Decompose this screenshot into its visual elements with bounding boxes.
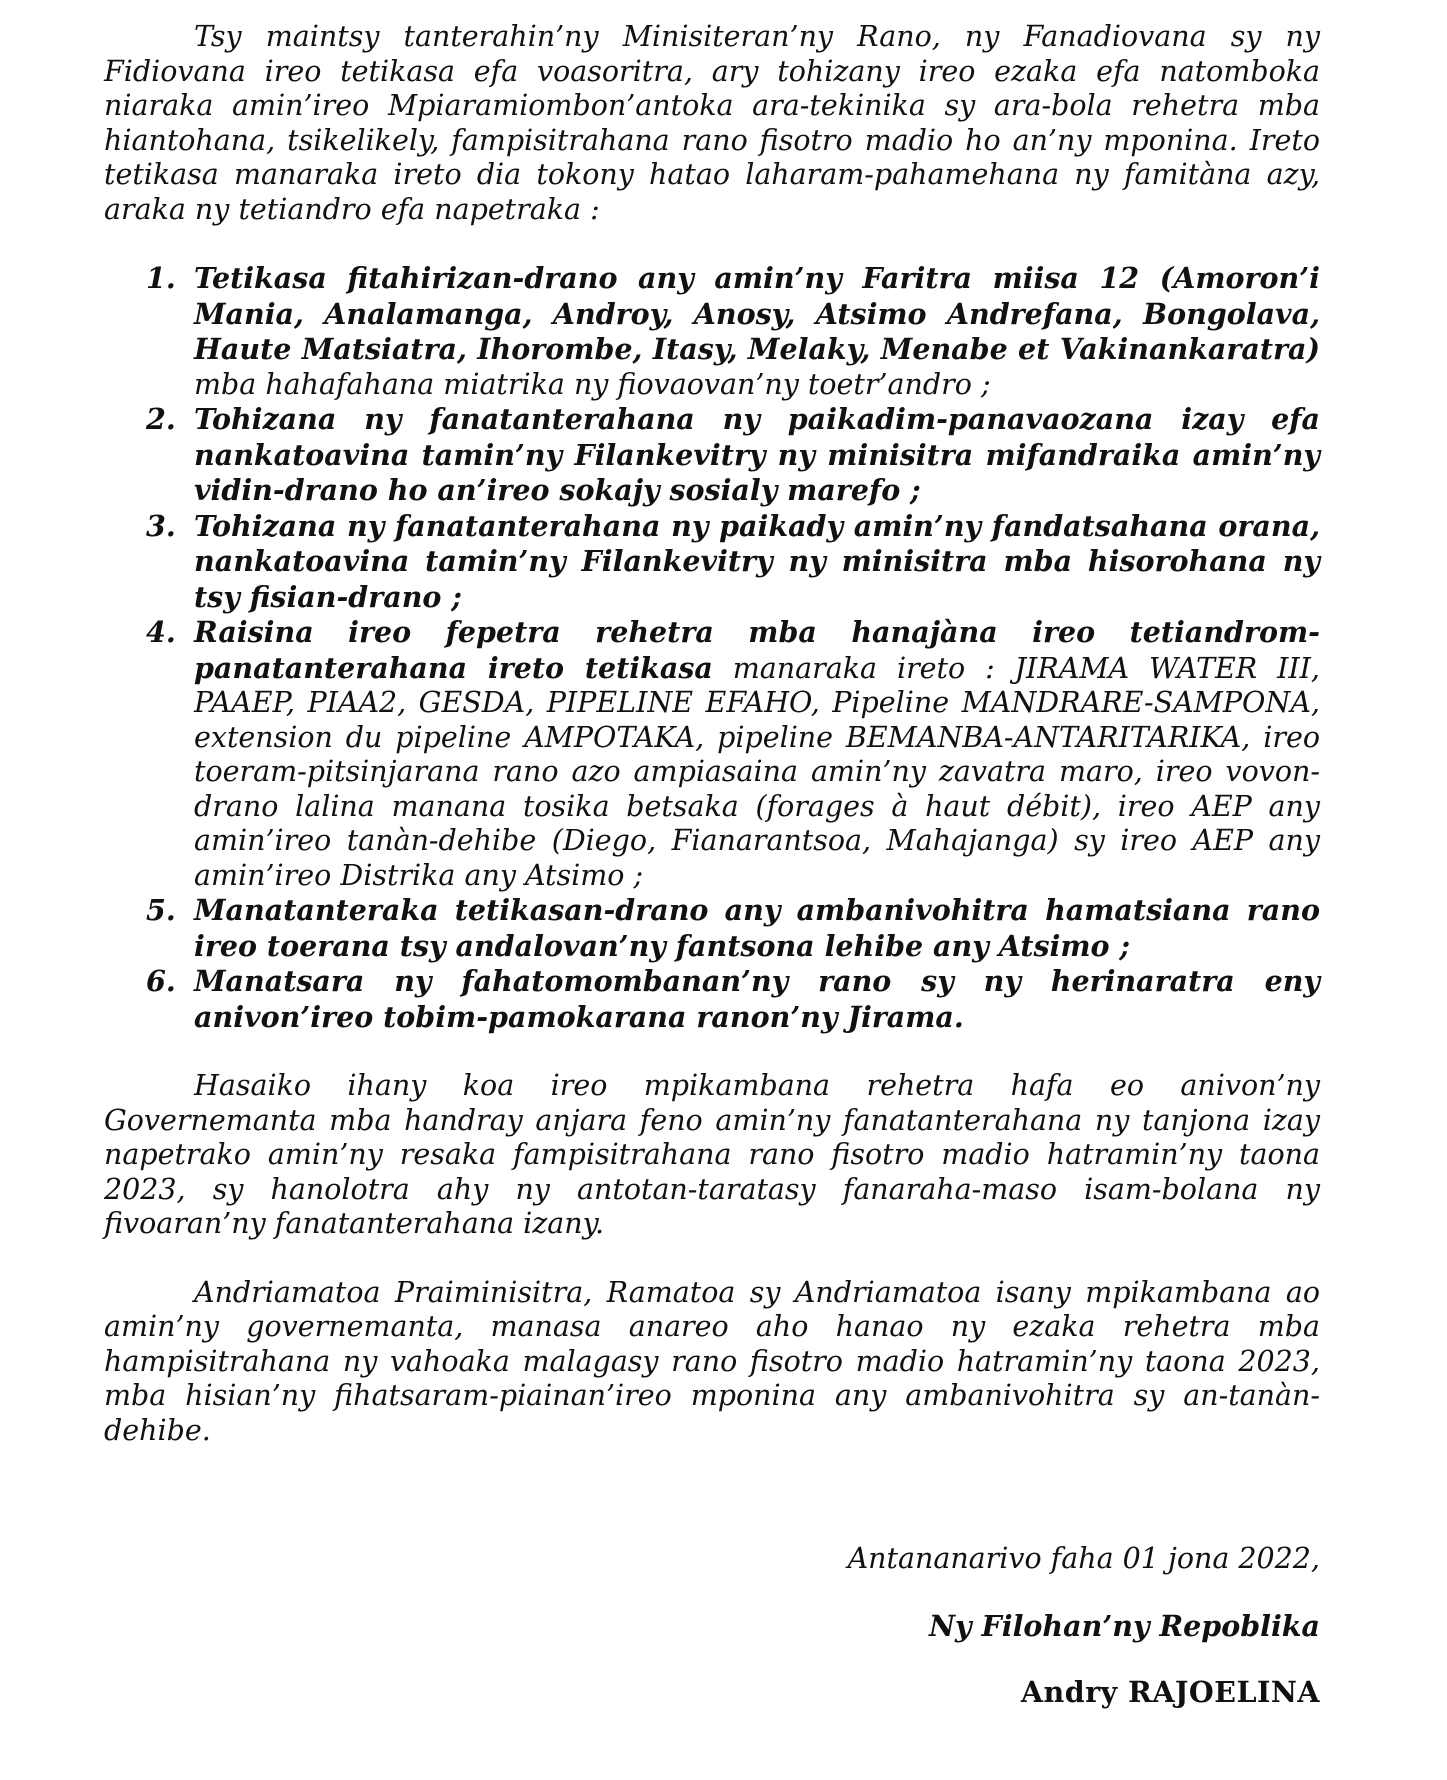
- item-normal-text: mba hahafahana miatrika ny fiovaovan’ny toetr’andro ;: [194, 367, 991, 401]
- item-bold-text: Manatsara ny fahatomombanan’ny rano sy ny herinaratra eny anivon’ireo tobim-pamokarana ranon’ny Jirama.: [194, 964, 1320, 1034]
- item-number: 4.: [146, 615, 176, 649]
- signatory-name: Andry RAJOELINA: [1020, 1675, 1320, 1709]
- place-date: Antananarivo faha 01 jona 2022,: [847, 1542, 1320, 1575]
- item-number: 3.: [146, 508, 176, 543]
- list-item: [104, 509, 1320, 616]
- item-number: 1.: [146, 261, 176, 295]
- item-bold-text: Tetikasa fitahirizan-drano any amin’ny Faritra miisa 12 (Amoron’i Mania, Analamanga, Androy, Anosy, Atsimo Andrefana, Bongolava, Haute Matsiatra, Ihorombe, Itasy, Melaky, Menabe et Vakinankaratra): [194, 261, 1320, 366]
- paragraph-2: Hasaiko ihany koa ireo mpikambana rehetra hafa eo anivon’ny Governemanta mba handray anjara feno amin’ny fanatanterahana ny tanjona izay napetrako amin’ny resaka fampisitrahana rano fisotro madio hatramin’ny taona 2023, sy hanolotra ahy ny antotan-taratasy fanaraha-maso isam-bolana ny fivoaran’ny fanatanterahana izany.: [104, 1069, 1320, 1240]
- item-bold-text: Tohizana ny fanatanterahana ny paikady amin’ny fandatsahana orana, nankatoavina tamin’ny Filankevitry ny minisitra mba hisorohana ny tsy fisian-drano ;: [194, 508, 1320, 614]
- list-item: [104, 893, 1320, 964]
- document-page: [104, 20, 1320, 1710]
- item-bold-text: Manatanteraka tetikasan-drano any ambanivohitra hamatsiana rano ireo toerana tsy andalovan’ny fantsona lehibe any Atsimo ;: [194, 893, 1320, 963]
- item-bold-text: Tohizana ny fanatanterahana ny paikadim-panavaozana izay efa nankatoavina tamin’ny Filankevitry ny minisitra mifandraika amin’ny vidin-drano ho an’ireo sokajy sosialy marefo ;: [194, 402, 1320, 507]
- item-bold-text: Raisina ireo fepetra rehetra mba hanajàna ireo tetiandrom-panatanterahana ireto tetikasa: [194, 615, 1320, 685]
- list-item: [104, 615, 1320, 893]
- signatory-office: Ny Filohan’ny Repoblika: [928, 1608, 1320, 1643]
- item-number: 6.: [146, 964, 176, 998]
- closing-block: [104, 1542, 1320, 1710]
- measures-list: [104, 261, 1320, 1035]
- list-item: [104, 402, 1320, 509]
- paragraph-3: Andriamatoa Praiminisitra, Ramatoa sy Andriamatoa isany mpikambana ao amin’ny governemanta, manasa anareo aho hanao ny ezaka rehetra mba hampisitrahana ny vahoaka malagasy rano fisotro madio hatramin’ny taona 2023, mba hisian’ny fihatsaram-piainan’ireo mponina any ambanivohitra sy an-tanàn-dehibe.: [104, 1275, 1320, 1447]
- list-item: [104, 261, 1320, 402]
- intro-paragraph: Tsy maintsy tanterahin’ny Minisiteran’ny Rano, ny Fanadiovana sy ny Fidiovana ireo tetikasa efa voasoritra, ary tohizany ireo ezaka efa natomboka niaraka amin’ireo Mpiaramiombon’antoka ara-tekinika sy ara-bola rehetra mba hiantohana, tsikelikely, fampisitrahana rano fisotro madio ho an’ny mponina. Ireto tetikasa manaraka ireto dia tokony hatao laharam-pahamehana ny famitàna azy, araka ny tetiandro efa napetraka :: [104, 20, 1320, 226]
- item-number: 2.: [146, 402, 176, 436]
- item-normal-text: manaraka ireto : JIRAMA WATER III, PAAEP, PIAA2, GESDA, PIPELINE EFAHO, Pipeline MANDRARE-SAMPONA, extension du pipeline AMPOTAKA, pipeline BEMANBA-ANTARITARIKA, ireo toeram-pitsinjarana rano azo ampiasaina amin’ny zavatra maro, ireo vovon-drano lalina manana tosika betsaka (forages à haut débit), ireo AEP any amin’ireo tanàn-dehibe (Diego, Fianarantsoa, Mahajanga) sy ireo AEP any amin’ireo Distrika any Atsimo ;: [194, 651, 1320, 892]
- item-number: 5.: [146, 893, 176, 927]
- list-item: [104, 964, 1320, 1035]
